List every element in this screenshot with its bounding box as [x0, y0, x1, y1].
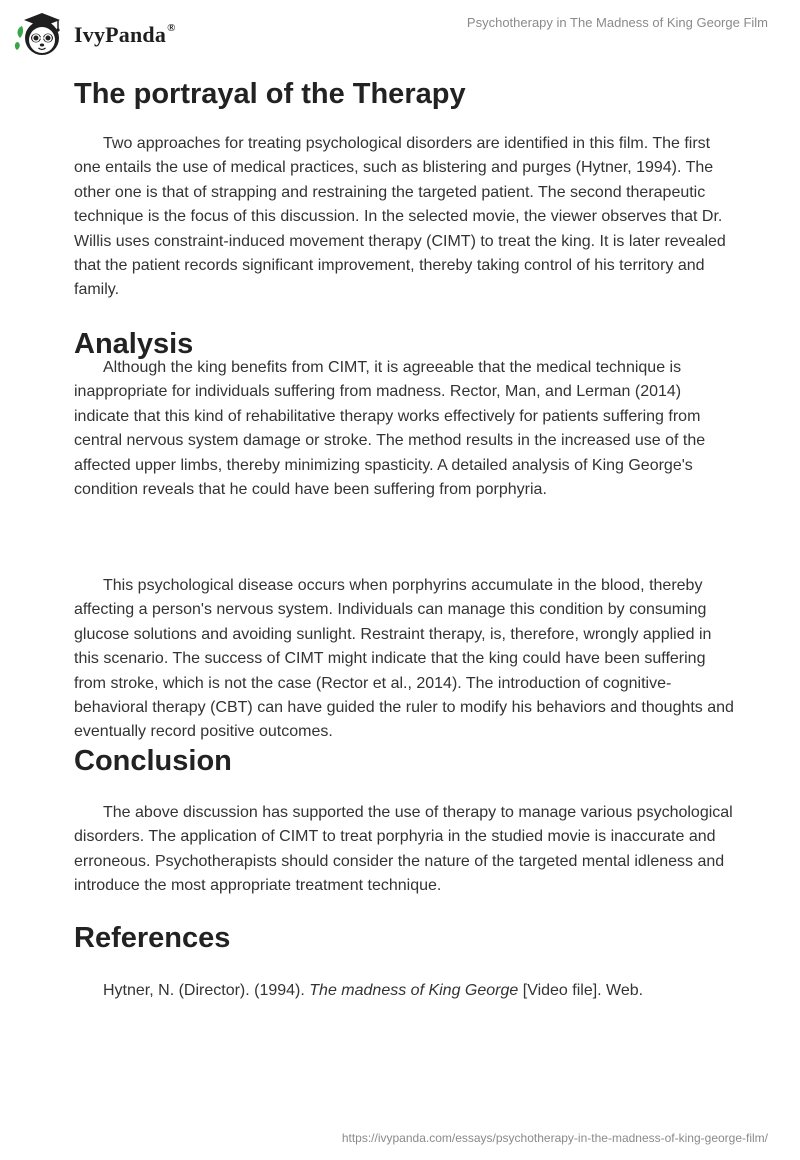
heading-conclusion: Conclusion — [74, 745, 232, 777]
reference-suffix: [Video file]. Web. — [518, 982, 644, 999]
reference-prefix: Hytner, N. (Director). (1994). — [103, 982, 310, 999]
panda-graduate-icon — [14, 8, 66, 58]
page-header — [0, 0, 800, 64]
heading-references: References — [74, 922, 231, 954]
heading-therapy: The portrayal of the Therapy — [74, 78, 466, 110]
reference-entry — [74, 979, 734, 1003]
brand-text: IvyPanda — [74, 22, 167, 47]
brand-name — [74, 22, 176, 48]
heading-analysis: Analysis — [74, 328, 194, 360]
ivypanda-logo[interactable] — [14, 8, 176, 58]
registered-mark: ® — [167, 21, 176, 34]
paragraph-analysis-2: This psychological disease occurs when porphyrins accumulate in the blood, thereby affecting a person's nervous system. Individuals can manage this condition by consuming glucose solutions and avoiding sunlight. Restraint therapy, is, therefore, wrongly applied in this scenario. The success of CIMT might indicate that the king could have been suffering from stroke, which is not the case (Rector et al., 2014). The introduction of cognitive-behavioral therapy (CBT) can have guided the ruler to modify his behaviors and thoughts and eventually record positive outcomes. — [74, 577, 734, 741]
paragraph-conclusion: The above discussion has supported the use of therapy to manage various psychological disorders. The application of CIMT to treat porphyria in the studied movie is inaccurate and erroneous. Psychotherapists should consider the nature of the targeted mental idleness and introduce the most appropriate treatment technique. — [74, 804, 733, 895]
reference-title: The madness of King George — [309, 982, 519, 999]
running-title: Psychotherapy in The Madness of King George Film — [466, 15, 768, 30]
paragraph-analysis-1: Although the king benefits from CIMT, it is agreeable that the medical technique is inappropriate for individuals suffering from madness. Rector, Man, and Lerman (2014) indicate that this kind of rehabilitative therapy works effectively for patients suffering from central nervous system damage or stroke. The method results in the increased use of the affected upper limbs, thereby minimizing spasticity. A detailed analysis of King George's condition reveals that he could have been suffering from porphyria. — [74, 359, 706, 499]
source-url[interactable]: https://ivypanda.com/essays/psychotherapy-in-the-madness-of-king-george-film/ — [341, 1131, 768, 1145]
paragraph-therapy: Two approaches for treating psychological disorders are identified in this film. The first one entails the use of medical practices, such as blistering and purges (Hytner, 1994). The other one is that of strapping and restraining the targeted patient. The second therapeutic technique is the focus of this discussion. In the selected movie, the viewer observes that Dr. Willis uses constraint-induced movement therapy (CIMT) to treat the king. It is later revealed that the patient records significant improvement, thereby taking control of his territory and family. — [74, 135, 726, 299]
